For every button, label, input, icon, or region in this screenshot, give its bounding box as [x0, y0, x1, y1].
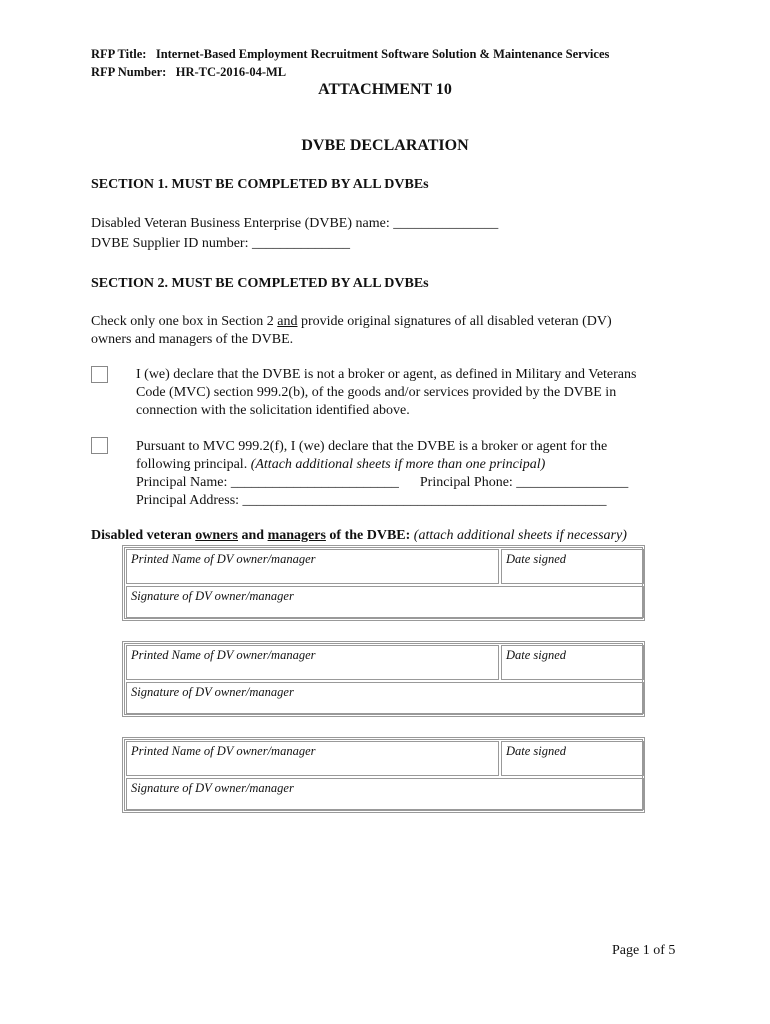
managers-word: managers [267, 528, 326, 543]
option2-line2-pre: following principal. [136, 457, 251, 472]
option1-line2: Code (MVC) section 999.2(b), of the goods and/or services provided by the DVBE in [136, 385, 617, 400]
date-signed-label: Date signed [506, 552, 567, 566]
rfp-number-line [91, 65, 286, 80]
option2-text [136, 438, 628, 510]
date-signed-field[interactable] [501, 549, 644, 584]
signature-label: Signature of DV owner/manager [131, 781, 294, 795]
section2-heading: SECTION 2. MUST BE COMPLETED BY ALL DVBEs [91, 276, 429, 291]
printed-name-label: Printed Name of DV owner/manager [131, 648, 316, 662]
rfp-number-value: HR-TC-2016-04-ML [175, 65, 287, 79]
option2-line2-note: (Attach additional sheets if more than one principal) [250, 457, 546, 472]
owners-note: (attach additional sheets if necessary) [413, 528, 627, 543]
broker-agent-checkbox[interactable] [91, 437, 108, 454]
printed-name-label: Printed Name of DV owner/manager [131, 744, 316, 758]
section1-heading: SECTION 1. MUST BE COMPLETED BY ALL DVBEs [91, 177, 429, 192]
signature-field[interactable] [126, 586, 644, 618]
printed-name-label: Printed Name of DV owner/manager [131, 552, 316, 566]
intro-pre: Check only one box in Section 2 [91, 314, 278, 329]
date-signed-label: Date signed [506, 744, 567, 758]
principal-address-field[interactable]: Principal Address: ____________________________________________________ [136, 493, 607, 508]
dvbe-supplier-id-line: DVBE Supplier ID number: ______________ [91, 236, 350, 251]
page-number: Page 1 of 5 [612, 943, 676, 958]
dvbe-name-line: Disabled Veteran Business Enterprise (DVBE) name: _______________ [91, 216, 499, 231]
owners-post: of the DVBE: [325, 528, 414, 543]
signature-field[interactable] [126, 682, 644, 714]
printed-name-field[interactable] [126, 549, 499, 584]
rfp-title-line [91, 47, 609, 62]
option1-line3: connection with the solicitation identified above. [136, 403, 410, 418]
signature-field[interactable] [126, 778, 644, 810]
signature-block-1 [122, 545, 645, 621]
attachment-heading: ATTACHMENT 10 [318, 81, 452, 98]
rfp-title-label: RFP Title: [91, 47, 147, 61]
intro-post: provide original signatures of all disabled veteran (DV) [297, 314, 612, 329]
owners-word: owners [195, 528, 238, 543]
signature-block-3 [122, 737, 645, 813]
option1-text [136, 366, 636, 420]
intro-line2: owners and managers of the DVBE. [91, 332, 294, 347]
date-signed-label: Date signed [506, 648, 567, 662]
page-title: DVBE DECLARATION [301, 137, 469, 154]
principal-phone-field[interactable]: Principal Phone: ________________ [419, 475, 629, 490]
date-signed-field[interactable] [501, 741, 644, 776]
owners-pre: Disabled veteran [91, 528, 196, 543]
not-broker-checkbox[interactable] [91, 366, 108, 383]
printed-name-field[interactable] [126, 741, 499, 776]
owners-heading [91, 527, 627, 545]
option2-line1: Pursuant to MVC 999.2(f), I (we) declare that the DVBE is a broker or agent for the [136, 439, 608, 454]
intro-and: and [277, 314, 298, 329]
signature-label: Signature of DV owner/manager [131, 685, 294, 699]
signature-label: Signature of DV owner/manager [131, 589, 294, 603]
section2-intro [91, 313, 612, 349]
option1-line1: I (we) declare that the DVBE is not a broker or agent, as defined in Military and Veterans [136, 367, 637, 382]
printed-name-field[interactable] [126, 645, 499, 680]
date-signed-field[interactable] [501, 645, 644, 680]
principal-name-field[interactable]: Principal Name: ________________________ [136, 475, 399, 490]
rfp-title-value: Internet-Based Employment Recruitment Software Solution & Maintenance Services [155, 47, 610, 61]
rfp-number-label: RFP Number: [91, 65, 167, 79]
owners-and: and [238, 528, 268, 543]
signature-block-2 [122, 641, 645, 717]
